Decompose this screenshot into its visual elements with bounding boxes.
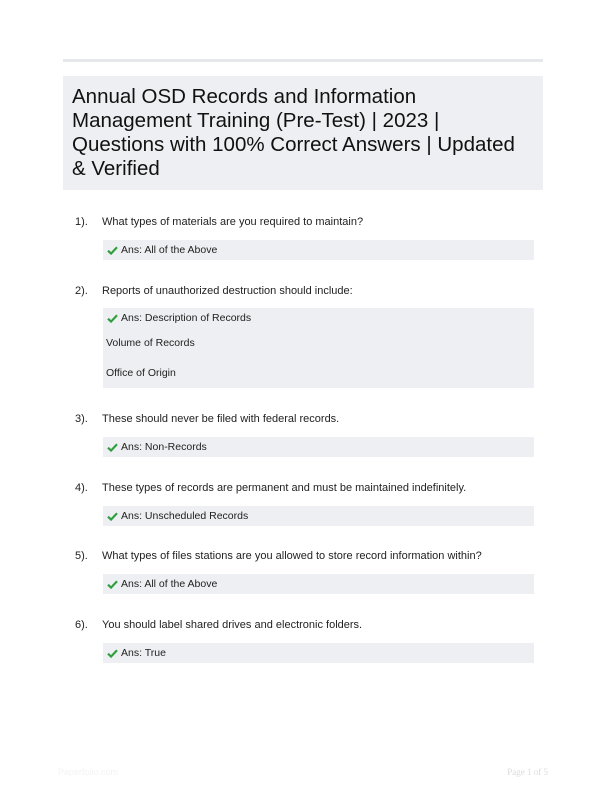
check-icon <box>107 246 118 255</box>
answer-row <box>103 328 534 358</box>
answer-text: Ans: Unscheduled Records <box>121 510 249 522</box>
question-text: These types of records are permanent and must be maintained indefinitely. <box>102 482 467 494</box>
answer-box <box>103 643 534 663</box>
question-text: You should label shared drives and electronic folders. <box>102 619 363 631</box>
check-icon <box>107 580 118 589</box>
answer-text: Ans: Non-Records <box>121 441 207 453</box>
check-icon <box>107 443 118 452</box>
check-icon <box>107 314 118 323</box>
answer-box <box>103 506 534 526</box>
question-number: 1). <box>75 216 88 228</box>
answer-row <box>103 643 534 663</box>
question-text: Reports of unauthorized destruction should include: <box>102 285 353 297</box>
answer-row <box>103 308 534 328</box>
answer-box <box>103 308 534 388</box>
question-number: 2). <box>75 285 88 297</box>
question-text: What types of files stations are you allowed to store record information within? <box>102 550 482 562</box>
answer-text: Volume of Records <box>106 337 195 349</box>
document-title: Annual OSD Records and Information Management Training (Pre-Test) | 2023 | Questions with 100% Correct Answers | Updated & Verified <box>72 85 515 180</box>
answer-row <box>103 240 534 260</box>
answer-row <box>103 506 534 526</box>
answer-box <box>103 574 534 594</box>
answer-text: Ans: True <box>121 647 166 659</box>
check-icon <box>107 512 118 521</box>
question-text: These should never be filed with federal records. <box>102 413 340 425</box>
answer-text: Office of Origin <box>106 367 176 379</box>
question-number: 4). <box>75 482 88 494</box>
answer-box <box>103 240 534 260</box>
page-number: Page 1 of 5 <box>507 767 548 777</box>
question-number: 6). <box>75 619 88 631</box>
top-divider <box>63 59 543 62</box>
answer-row <box>103 574 534 594</box>
question-number: 5). <box>75 550 88 562</box>
check-icon <box>107 649 118 658</box>
footer-watermark: Paperfolio.com <box>58 767 119 777</box>
answer-text: Ans: Description of Records <box>121 312 252 324</box>
answer-text: Ans: All of the Above <box>121 244 218 256</box>
question-text: What types of materials are you required to maintain? <box>102 216 364 228</box>
title-banner <box>63 76 543 190</box>
answer-row <box>103 358 534 388</box>
question-number: 3). <box>75 413 88 425</box>
answer-text: Ans: All of the Above <box>121 578 218 590</box>
answer-box <box>103 437 534 457</box>
answer-row <box>103 437 534 457</box>
